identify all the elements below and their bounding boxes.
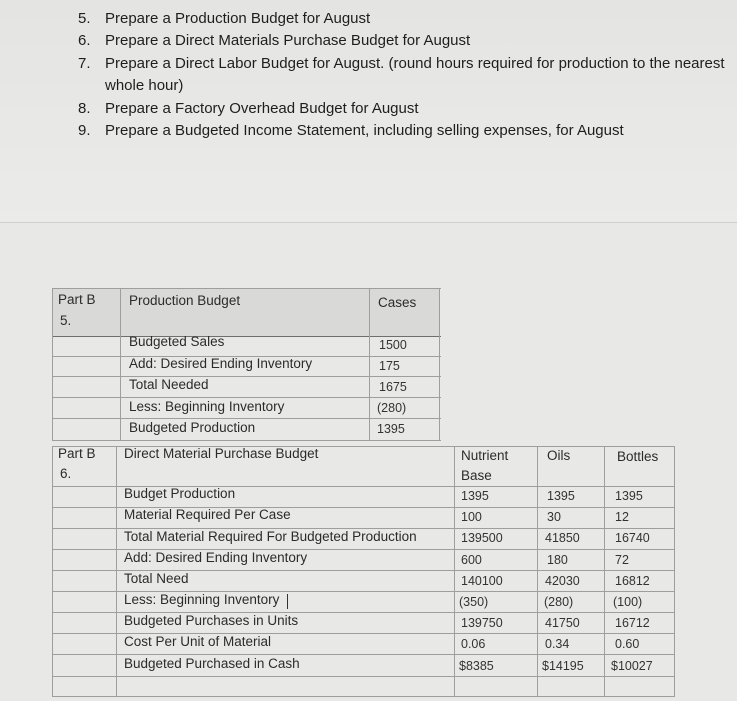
row-value: 100 [461, 510, 482, 524]
instruction-text: Prepare a Budgeted Income Statement, including selling expenses, for August [105, 121, 624, 139]
instruction-number: 7. [78, 55, 91, 72]
grid-line [52, 288, 53, 441]
column-header: Cases [378, 295, 417, 310]
grid-line [52, 288, 441, 289]
instruction-text: Prepare a Production Budget for August [105, 10, 371, 27]
instruction-item [78, 53, 728, 96]
grid-line [537, 446, 538, 697]
row-value: $14195 [542, 659, 584, 673]
row-value: 180 [547, 553, 568, 567]
instruction-number: 6. [78, 31, 91, 49]
grid-line [52, 418, 441, 419]
instruction-text: Prepare a Factory Overhead Budget for August [105, 100, 419, 117]
row-value: 1395 [461, 489, 489, 503]
instruction-number: 8. [78, 100, 91, 117]
row-label: Budgeted Sales [129, 334, 225, 349]
row-value: $8385 [459, 659, 494, 673]
row-value: 1395 [547, 489, 575, 503]
grid-line [439, 288, 440, 441]
table-title: Production Budget [129, 293, 241, 308]
grid-line [604, 446, 605, 697]
row-label: Budgeted Production [129, 420, 256, 435]
grid-line [52, 446, 53, 697]
row-value: 12 [615, 510, 629, 524]
row-value: 16812 [615, 574, 650, 588]
instruction-number: 5. [78, 10, 91, 27]
row-value: 1395 [377, 422, 405, 436]
column-header: Oils [547, 448, 571, 463]
row-value: 0.60 [615, 637, 640, 651]
row-label: Total Material Required For Budgeted Production [124, 529, 417, 544]
instruction-item [78, 8, 728, 30]
row-value: 16712 [615, 616, 650, 630]
column-header: Base [461, 468, 492, 483]
text-cursor [287, 594, 288, 609]
row-value: 139750 [461, 616, 503, 630]
column-header: Bottles [617, 449, 659, 464]
row-label: Total Need [124, 571, 189, 586]
instruction-number: 9. [78, 121, 91, 139]
row-value: 0.06 [461, 637, 486, 651]
grid-line [120, 288, 121, 441]
row-label: Budgeted Purchased in Cash [124, 656, 300, 671]
part-number: 5. [60, 313, 72, 328]
row-value: 175 [379, 359, 400, 373]
row-value: 600 [461, 553, 482, 567]
row-label: Add: Desired Ending Inventory [129, 356, 313, 371]
row-label: Budget Production [124, 486, 236, 501]
row-label: Material Required Per Case [124, 507, 291, 522]
grid-line [52, 440, 441, 441]
grid-line [454, 446, 455, 697]
grid-line [52, 676, 675, 677]
grid-line [674, 446, 675, 697]
grid-line [52, 376, 441, 377]
row-label: Add: Desired Ending Inventory [124, 550, 308, 565]
row-value: $10027 [611, 659, 653, 673]
row-value: 41850 [545, 531, 580, 545]
row-value: 16740 [615, 531, 650, 545]
grid-line [116, 446, 117, 697]
grid-line [52, 696, 675, 697]
instruction-item [78, 98, 728, 120]
grid-line [52, 397, 441, 398]
row-label: Budgeted Purchases in Units [124, 613, 299, 628]
part-number: 6. [60, 466, 72, 481]
row-value: 30 [547, 510, 561, 524]
row-label: Total Needed [129, 377, 209, 392]
row-value: 72 [615, 553, 629, 567]
row-value: 41750 [545, 616, 580, 630]
row-value: 1395 [615, 489, 643, 503]
row-value: (100) [613, 595, 643, 609]
instruction-text: Prepare a Direct Labor Budget for August. (round hours required for production to the nearest whole hour) [105, 55, 725, 94]
row-value: 42030 [545, 574, 580, 588]
instruction-item [78, 120, 728, 142]
row-value: (280) [544, 595, 574, 609]
table-title: Direct Material Purchase Budget [124, 446, 319, 461]
row-value: 1500 [379, 338, 407, 352]
row-value: 140100 [461, 574, 503, 588]
row-label: Less: Beginning Inventory [124, 592, 280, 607]
instruction-list [78, 8, 728, 141]
row-value: (350) [459, 595, 489, 609]
part-label: Part B [58, 292, 96, 307]
row-label: Cost Per Unit of Material [124, 634, 272, 649]
part-label: Part B [58, 446, 96, 461]
row-value: 139500 [461, 531, 503, 545]
instruction-text: Prepare a Direct Materials Purchase Budget for August [105, 31, 471, 49]
column-header: Nutrient [461, 448, 509, 463]
grid-line [52, 336, 441, 337]
row-label: Less: Beginning Inventory [129, 399, 285, 414]
row-value: 1675 [379, 380, 407, 394]
row-value: (280) [377, 401, 407, 415]
grid-line [52, 654, 675, 655]
row-value: 0.34 [545, 637, 570, 651]
grid-line [369, 288, 370, 441]
instruction-item [78, 30, 728, 52]
